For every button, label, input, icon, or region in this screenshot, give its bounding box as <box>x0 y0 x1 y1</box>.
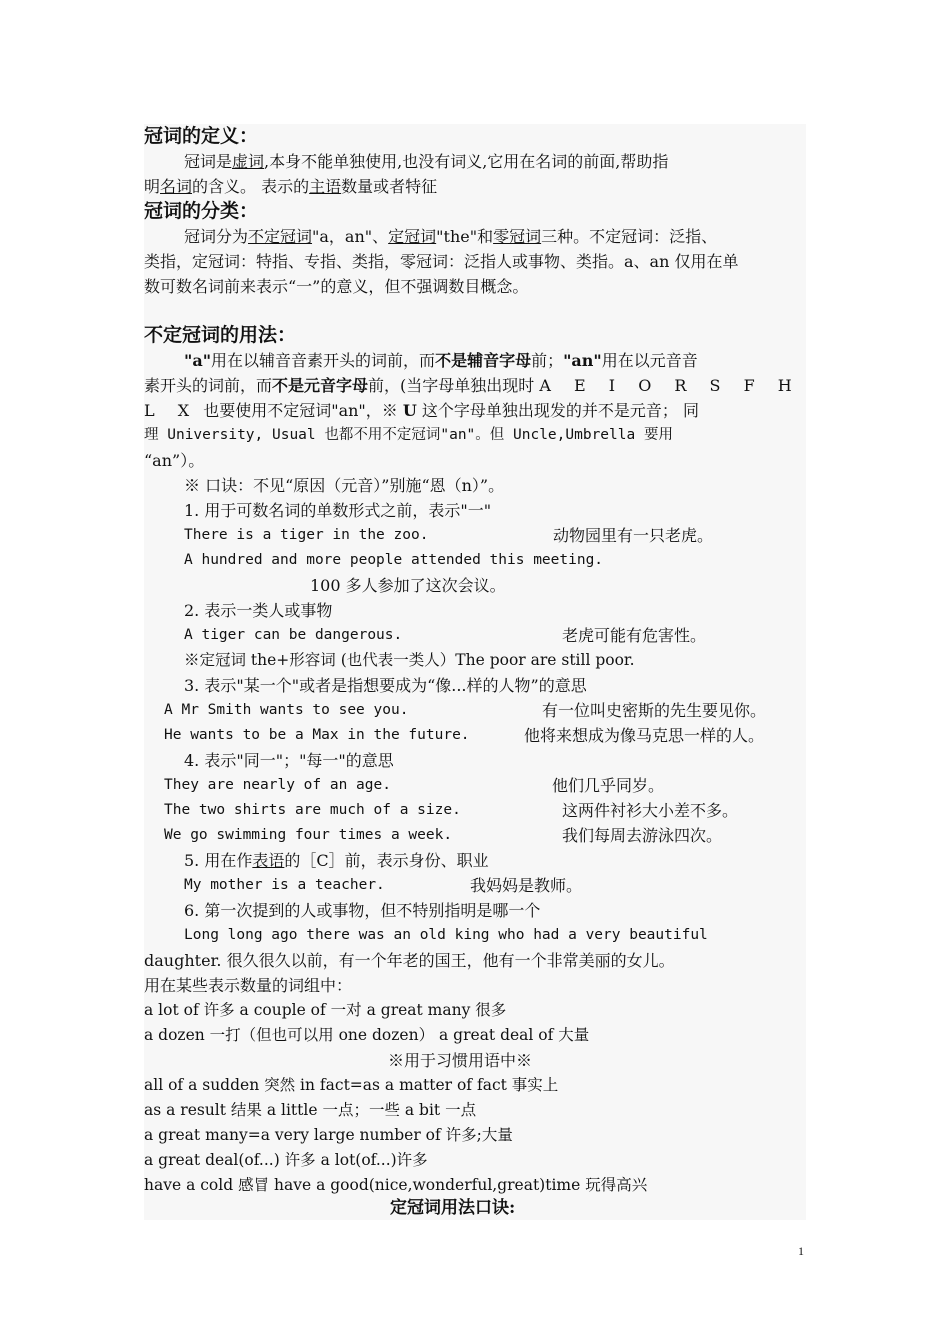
mnemonic: ※ 口诀：不见“原因（元音）”别施“恩（n）”。 <box>184 476 505 495</box>
link-function-word[interactable]: 虚词 <box>232 152 265 171</box>
example-en: He wants to be a Max in the future. <box>164 727 470 743</box>
vowel-letters: A E I O R S F H <box>539 376 801 395</box>
link-predicative[interactable]: 表语 <box>252 851 285 870</box>
rule-line-1: "a"用在以辅音音素开头的词前，而不是辅音字母前；"an"用在以元音音 <box>184 351 698 370</box>
rule-line-3: L X 也要使用不定冠词"an"，※ U 这个字母单独出现发的并不是元音； 同 <box>144 401 700 420</box>
usage-3: 3. 表示"某一个"或者是指想要成为“像...样的人物”的意思 <box>184 676 587 695</box>
usage-2: 2. 表示一类人或事物 <box>184 601 333 620</box>
idiom-line-3: a great many=a very large number of 许多;大量 <box>144 1126 513 1144</box>
classification-line-3: 数可数名词前来表示“一”的意义，但不强调数目概念。 <box>144 277 529 296</box>
quantity-line-1: a lot of 许多 a couple of 一对 a great many 很多 <box>144 1001 507 1019</box>
quantity-line-2: a dozen 一打（但也可以用 one dozen） a great deal of 大量 <box>144 1026 590 1044</box>
example-zh: 我们每周去游泳四次。 <box>562 826 723 845</box>
heading-definition: 冠词的定义： <box>144 125 259 147</box>
document-body <box>144 124 806 1220</box>
example-zh: 他们几乎同岁。 <box>552 776 665 795</box>
idiom-line-5: have a cold 感冒 have a good(nice,wonderful,great)time 玩得高兴 <box>144 1176 648 1194</box>
idiom-line-1: all of a sudden 突然 in fact=as a matter of fact 事实上 <box>144 1076 559 1094</box>
link-zero-article[interactable]: 零冠词 <box>493 227 542 246</box>
example-en: The two shirts are much of a size. <box>164 802 461 818</box>
definition-line-2: 明名词的含义。 表示的主语数量或者特征 <box>144 177 438 196</box>
classification-line-2: 类指，定冠词：特指、专指、类指，零冠词：泛指人或事物、类指。a、an 仅用在单 <box>144 252 739 271</box>
example-en: They are nearly of an age. <box>164 777 391 793</box>
link-definite-article[interactable]: 定冠词 <box>388 227 437 246</box>
usage-4: 4. 表示"同一"；"每一"的意思 <box>184 751 394 770</box>
example-en: A hundred and more people attended this meeting. <box>184 552 604 568</box>
definition-line-1: 冠词是虚词,本身不能单独使用,也没有词义,它用在名词的前面,帮助指 <box>184 152 669 171</box>
example-zh: 有一位叫史密斯的先生要见你。 <box>542 701 767 720</box>
link-noun[interactable]: 名词 <box>160 177 193 196</box>
usage-6: 6. 第一次提到的人或事物，但不特别指明是哪一个 <box>184 901 541 920</box>
heading-definite: 定冠词用法口诀: <box>390 1198 516 1218</box>
example-en: There is a tiger in the zoo. <box>184 527 429 543</box>
usage-1: 1. 用于可数名词的单数形式之前，表示"一" <box>184 501 492 520</box>
link-indefinite-article[interactable]: 不定冠词 <box>248 227 313 246</box>
heading-classification: 冠词的分类： <box>144 200 259 222</box>
example-en: A tiger can be dangerous. <box>184 627 403 643</box>
link-subject[interactable]: 主语 <box>309 177 342 196</box>
example-zh: 我妈妈是教师。 <box>470 876 583 895</box>
example-en-continued: daughter. 很久很久以前，有一个年老的国王，他有一个非常美丽的女儿。 <box>144 951 675 970</box>
rule-line-2: 素开头的词前，而不是元音字母前，(当字母单独出现时 A E I O R S F H <box>144 376 801 395</box>
idiom-line-4: a great deal(of...) 许多 a lot(of...)许多 <box>144 1151 428 1169</box>
example-zh: 老虎可能有危害性。 <box>562 626 707 645</box>
example-en: Long long ago there was an old king who had a very beautiful <box>184 927 708 943</box>
page-number: 1 <box>798 1244 804 1258</box>
usage-2-note: ※定冠词 the+形容词 (也代表一类人）The poor are still poor. <box>184 651 635 669</box>
rule-line-5: “an”）。 <box>144 451 205 470</box>
example-zh: 他将来想成为像马克思一样的人。 <box>524 726 765 745</box>
classification-line-1: 冠词分为不定冠词"a，an"、定冠词"the"和零冠词三种。不定冠词：泛指、 <box>184 227 718 246</box>
example-en: We go swimming four times a week. <box>164 827 453 843</box>
usage-5: 5. 用在作表语的［C］前，表示身份、职业 <box>184 851 489 870</box>
example-en: A Mr Smith wants to see you. <box>164 702 409 718</box>
example-zh: 这两件衬衫大小差不多。 <box>562 801 739 820</box>
rule-line-4: 理 University, Usual 也都不用不定冠词"an"。但 Uncle,Umbrella 要用 <box>144 427 673 443</box>
example-zh: 动物园里有一只老虎。 <box>553 526 714 545</box>
idiom-heading: ※用于习惯用语中※ <box>388 1051 533 1070</box>
idiom-line-2: as a result 结果 a little 一点；一些 a bit 一点 <box>144 1101 477 1119</box>
quantity-heading: 用在某些表示数量的词组中： <box>144 976 353 995</box>
example-zh: 100 多人参加了这次会议。 <box>310 576 506 595</box>
example-en: My mother is a teacher. <box>184 877 385 893</box>
heading-indefinite: 不定冠词的用法： <box>144 324 297 346</box>
